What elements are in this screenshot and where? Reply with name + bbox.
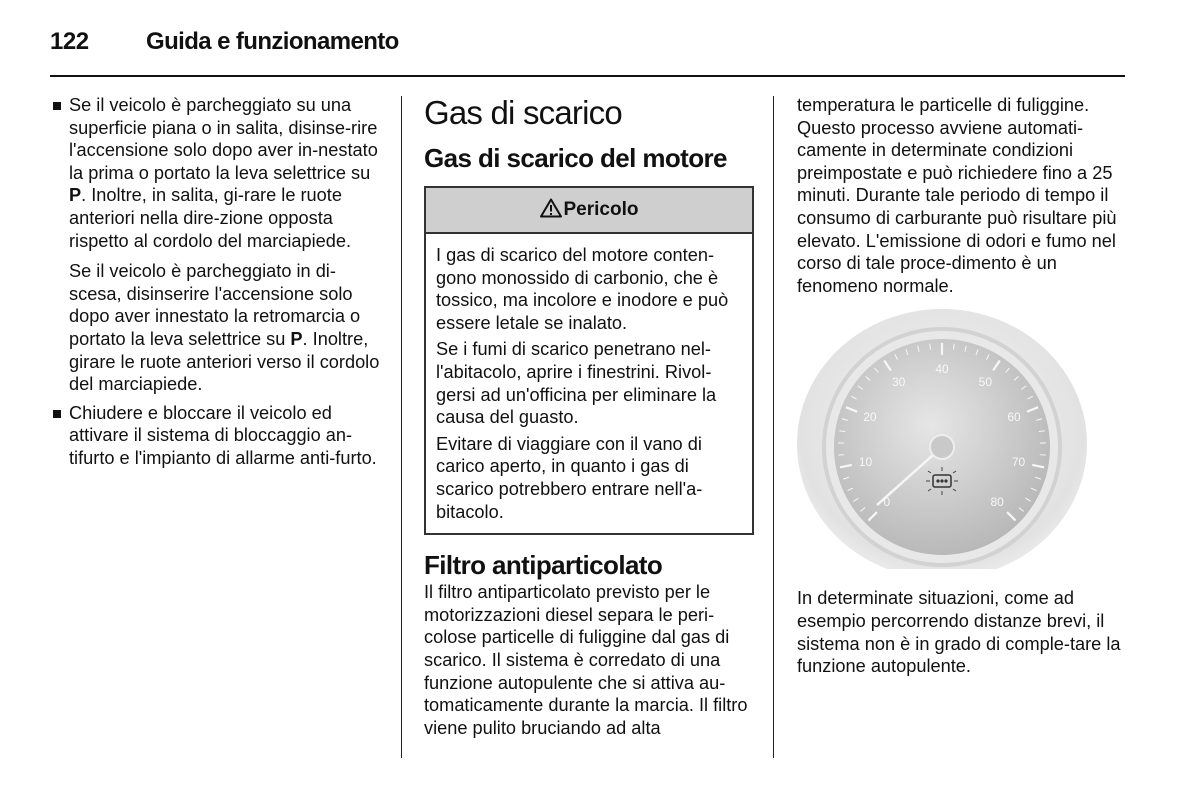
gauge-tick-label: 80: [990, 495, 1004, 510]
column-divider-1: [401, 96, 402, 758]
warning-header: [426, 188, 752, 234]
paragraph: In determinate situazioni, come ad esempio percorrendo distanze brevi, il sistema non è in grado di comple-tare la funzione autopulente.: [797, 588, 1121, 677]
gauge-tick-label: 0: [883, 495, 891, 510]
column-left: [50, 94, 385, 480]
column-divider-2: [773, 96, 774, 758]
gauge-minor-tick: [954, 344, 955, 350]
heading-exhaust: Gas di scarico: [424, 94, 622, 131]
header-rule: [50, 75, 1125, 77]
paragraph: Se il veicolo è parcheggiato in di-scesa, disinserire l'accensione solo dopo aver innestato la retromarcia o portato la leva selettrice su P. Inoltre, girare le ruote anteriori verso il cordolo del marciapiede.: [69, 261, 380, 395]
speedometer-svg: [797, 309, 1127, 569]
column-right: [797, 94, 1125, 678]
warning-paragraph: Se i fumi di scarico penetrano nel-l'abitacolo, aprire i finestrini. Rivol-gersi ad un'officina per eliminare la causa del guasto.: [436, 339, 717, 428]
section-title: Guida e funzionamento: [146, 28, 399, 55]
gauge-hub: [930, 435, 954, 459]
heading-particulate-filter: Filtro antiparticolato: [424, 550, 663, 581]
warning-box: [424, 186, 754, 535]
gauge-tick-label: 60: [1007, 410, 1021, 425]
gauge-tick-label: 40: [935, 362, 949, 377]
list-item: [50, 402, 385, 470]
warning-paragraph: Evitare di viaggiare con il vano di carico aperto, in quanto i gas di scarico potrebbero entrare nell'a-bitacolo.: [436, 433, 703, 522]
warning-paragraph: I gas di scarico del motore conten-gono monossido di carbonio, che è tossico, ma incolore e inodore e può essere letale se inalato.: [436, 245, 729, 333]
gauge-tick-label: 30: [891, 375, 906, 390]
paragraph: Il filtro antiparticolato previsto per le motorizzazioni diesel separa le peri-colose particelle di fuliggine dal gas di scarico. Il sistema è corredato di una funzione autopulente che si attiva au-tomaticamente durante la marcia. Il filtro viene pulito bruciando ad alta: [424, 582, 748, 738]
page-number: 122: [50, 28, 89, 55]
list-item-text: Se il veicolo è parcheggiato su una superficie piana o in salita, disinse-rire l'accensione solo dopo aver in-nestato la prima o portato la leva selettrice su P. Inoltre, in salita, gi-rare le ruote anteriori nella dire-zione opposta rispetto al cordolo del marciapiede.: [69, 95, 378, 251]
gauge-tick-label: 70: [1011, 455, 1026, 470]
gauge-minor-tick: [930, 344, 931, 350]
bullet-square-icon: [53, 102, 61, 110]
gauge-tick-label: 10: [858, 455, 873, 470]
column-middle: [424, 94, 754, 739]
speedometer-image: [797, 309, 1127, 569]
warning-triangle-icon: [540, 198, 562, 218]
list-item-text: Chiudere e bloccare il veicolo ed attivare il sistema di bloccaggio an-tifurto e l'impianto di allarme anti-furto.: [69, 402, 377, 468]
warning-title: Pericolo: [563, 199, 639, 220]
gauge-tick-label: 20: [863, 410, 877, 425]
warning-body: [426, 234, 752, 533]
gauge-tick-label: 50: [978, 375, 993, 390]
list-item: [50, 94, 385, 252]
subheading-engine-exhaust: Gas di scarico del motore: [424, 143, 727, 173]
bullet-square-icon: [53, 410, 61, 418]
paragraph: temperatura le particelle di fuliggine. Questo processo avviene automati-camente in determinate condizioni preimpostate e può richiedere fino a 25 minuti. Durante tale periodo di tempo il consumo di carburante può risultare più elevato. L'emissione di odori e fumo nel corso di tale proce-dimento è un fenomeno normale.: [797, 95, 1117, 296]
